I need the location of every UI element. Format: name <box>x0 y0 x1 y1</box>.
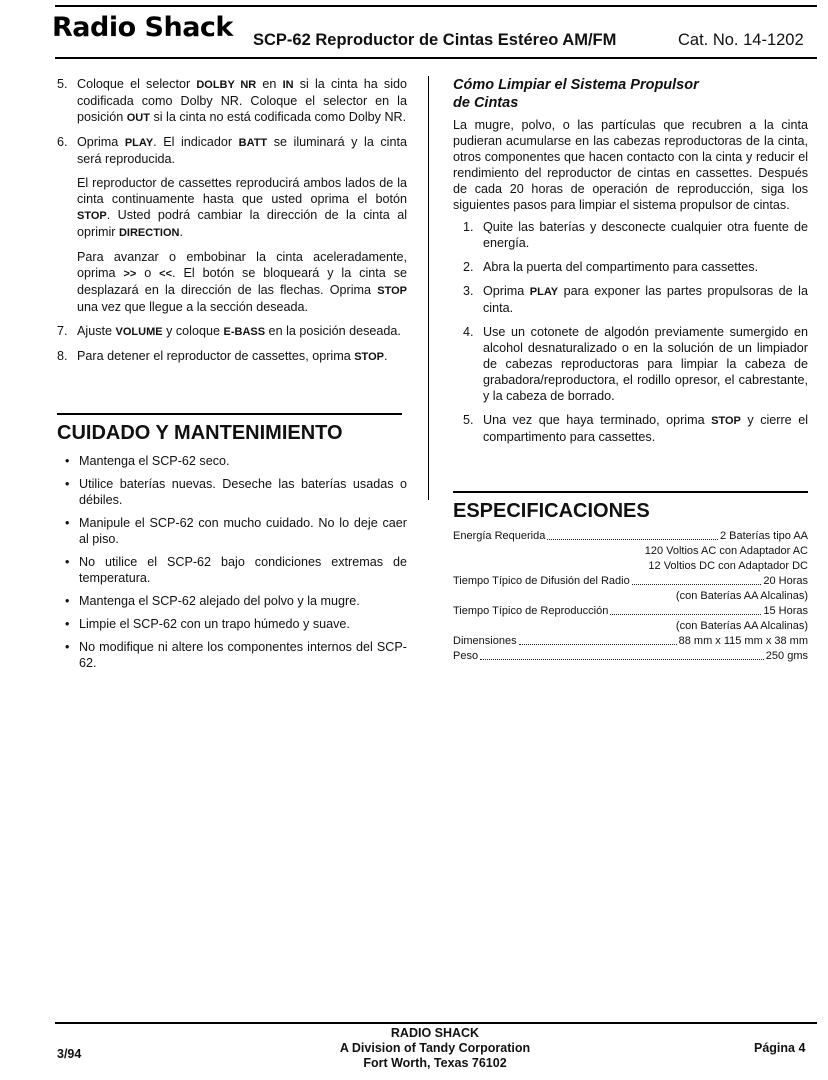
step-number: 5. <box>57 77 68 91</box>
care-item <box>57 453 407 469</box>
text-run: en la posición deseada. <box>265 324 401 338</box>
operation-steps-continued <box>57 323 407 365</box>
footer-company-block <box>300 1026 570 1071</box>
text-run: . <box>179 225 183 239</box>
step-number: 1. <box>463 220 474 234</box>
step-number: 8. <box>57 349 68 363</box>
step-item <box>57 76 407 126</box>
care-item <box>57 593 407 609</box>
text-run: . Usted podrá cambiar la dirección de la cinta al oprimir <box>77 208 407 239</box>
text-run: Oprima <box>483 284 530 298</box>
spec-value: 15 Horas <box>763 605 808 617</box>
text-run: se iluminará y la cinta será reproducida. <box>77 135 407 166</box>
spec-row <box>453 634 808 649</box>
bullet-icon: • <box>65 555 70 569</box>
header-rule <box>55 57 817 59</box>
control-name: E-BASS <box>223 326 266 338</box>
step-number: 5. <box>463 413 474 427</box>
control-name: >> <box>123 268 137 280</box>
catalog-number: Cat. No. 14-1202 <box>678 31 804 49</box>
operation-steps <box>57 76 407 167</box>
spec-value-extra: 120 Voltios AC con Adaptador AC <box>644 545 808 557</box>
step-item <box>463 219 808 251</box>
text-run: si la cinta no está codificada como Dolby NR. <box>149 110 407 124</box>
leader-dots <box>547 539 718 540</box>
cleaning-intro: La mugre, polvo, o las partículas que recubren a la cinta pudieran acumularse en las cabezas reproductoras de la cinta, otros componentes que hacen contacto con la cinta y reducir el rendimiento del reproductor de cintas en cassettes. Después de cada 20 horas de operación de reproducción, siga los siguientes pasos para limpiar el sistema propulsor de cintas. <box>453 118 808 212</box>
care-section-title: CUIDADO Y MANTENIMIENTO <box>57 413 402 445</box>
spec-row <box>453 604 808 619</box>
step-paragraph <box>77 249 407 315</box>
top-rule <box>55 5 817 7</box>
care-item <box>57 515 407 547</box>
text-run: si la cinta ha sido codificada como Dolby NR. Coloque el selector en la posición <box>77 77 408 124</box>
control-name: DIRECTION <box>118 227 180 239</box>
footer-date: 3/94 <box>57 1047 82 1061</box>
text-run: Una vez que haya terminado, oprima <box>483 413 712 427</box>
control-name: PLAY <box>124 137 154 149</box>
spec-row <box>453 529 808 544</box>
cleaning-section-title <box>453 76 808 112</box>
spec-value-extra: (con Baterías AA Alcalinas) <box>675 620 808 632</box>
leader-dots <box>519 644 677 645</box>
specifications-title: ESPECIFICACIONES <box>453 491 808 523</box>
control-name: BATT <box>238 137 268 149</box>
care-item-text: No utilice el SCP-62 bajo condiciones extremas de temperatura. <box>79 555 407 585</box>
step-item <box>463 283 808 316</box>
page-number: Página 4 <box>754 1041 806 1055</box>
spec-label: Tiempo Típico de Difusión del Radio <box>453 575 630 587</box>
text-run: Para avanzar o embobinar la cinta aceleradamente, oprima <box>77 250 407 280</box>
bullet-icon: • <box>65 516 70 530</box>
spec-value: 88 mm x 115 mm x 38 mm <box>678 635 808 647</box>
control-name: OUT <box>126 112 150 124</box>
care-item <box>57 616 407 632</box>
spec-label: Dimensiones <box>453 635 517 647</box>
step-item <box>463 412 808 445</box>
text-run: Ajuste <box>77 324 116 338</box>
step-paragraph <box>77 175 407 241</box>
text-run: El reproductor de cassettes reproducirá ambos lados de la cinta continuamente hasta que usted oprima el botón <box>77 176 407 206</box>
care-list <box>57 453 407 671</box>
text-run: y cierre el compartimento para cassettes. <box>483 413 809 444</box>
text-run: Quite las baterías y desconecte cualquier otra fuente de energía. <box>483 220 808 250</box>
step-item <box>57 348 407 365</box>
step-number: 6. <box>57 135 68 149</box>
radio-shack-logo: Radio Shack <box>52 12 233 43</box>
cleaning-title-line-2: de Cintas <box>453 95 519 111</box>
bullet-icon: • <box>65 477 70 491</box>
care-item-text: Manipule el SCP-62 con mucho cuidado. No lo deje caer al piso. <box>79 516 407 546</box>
care-item-text: Mantenga el SCP-62 alejado del polvo y la mugre. <box>79 594 360 608</box>
text-run: . El indicador <box>153 135 239 149</box>
text-run: una vez que llegue a la sección deseada. <box>77 300 309 314</box>
step-6-details <box>57 175 407 315</box>
step-number: 3. <box>463 284 474 298</box>
cleaning-title-line-1: Cómo Limpiar el Sistema Propulsor <box>453 77 699 93</box>
spec-label: Tiempo Típico de Reproducción <box>453 605 609 617</box>
control-name: STOP <box>77 210 107 222</box>
control-name: STOP <box>711 415 741 427</box>
control-name: STOP <box>354 351 384 363</box>
step-item <box>463 324 808 404</box>
leader-dots <box>480 659 764 660</box>
control-name: PLAY <box>529 286 559 298</box>
bullet-icon: • <box>65 640 70 654</box>
text-run: Coloque el selector <box>77 77 197 91</box>
bullet-icon: • <box>65 617 70 631</box>
step-number: 2. <box>463 260 474 274</box>
bullet-icon: • <box>65 454 70 468</box>
footer-division: A Division of Tandy Corporation <box>339 1041 531 1055</box>
text-run: Oprima <box>77 135 125 149</box>
step-item <box>57 323 407 340</box>
document-title: SCP-62 Reproductor de Cintas Estéreo AM/FM <box>253 31 617 49</box>
care-item-text: No modifique ni altere los componentes internos del SCP-62. <box>79 640 407 670</box>
text-run: Use un cotonete de algodón previamente sumergido en alcohol desnaturalizado o en la solución de un limpiador de cabezas reproductoras para limpiar la cabeza de grabadora/reproductora, el rodillo opresor, el cabrestante, y la cabeza de borrado. <box>483 325 808 403</box>
spec-value-extra: (con Baterías AA Alcalinas) <box>675 590 808 602</box>
spec-row <box>453 649 808 664</box>
control-name: IN <box>282 79 294 91</box>
step-item <box>463 259 808 275</box>
control-name: STOP <box>377 285 407 297</box>
spec-label: Energía Requerida <box>453 530 546 542</box>
care-item-text: Mantenga el SCP-62 seco. <box>79 454 230 468</box>
text-run: . El botón se bloqueará y la cinta se desplazará en la dirección de las flechas. Oprima <box>77 266 408 297</box>
text-run: en <box>256 77 283 91</box>
control-name: << <box>159 268 173 280</box>
text-run: para exponer las partes propulsoras de la cinta. <box>483 284 808 315</box>
control-name: DOLBY NR <box>196 79 257 91</box>
step-item <box>57 134 407 167</box>
text-run: Abra la puerta del compartimento para cassettes. <box>483 260 759 274</box>
spec-value: 2 Baterías tipo AA <box>719 530 808 542</box>
care-item <box>57 476 407 508</box>
spec-value: 250 gms <box>765 650 808 662</box>
spec-label: Peso <box>453 650 479 662</box>
spec-value: 20 Horas <box>763 575 808 587</box>
column-divider <box>428 76 429 500</box>
step-number: 7. <box>57 324 68 338</box>
footer-city: Fort Worth, Texas 76102 <box>363 1056 507 1070</box>
cleaning-steps <box>453 219 808 445</box>
spec-value-extra: 12 Voltios DC con Adaptador DC <box>648 560 808 572</box>
bullet-icon: • <box>65 594 70 608</box>
care-item-text: Limpie el SCP-62 con un trapo húmedo y suave. <box>79 617 350 631</box>
step-number: 4. <box>463 325 474 339</box>
text-run: . <box>383 349 388 363</box>
left-column <box>57 76 407 678</box>
text-run: Para detener el reproductor de cassettes, oprima <box>77 349 355 363</box>
spec-row <box>453 574 808 589</box>
control-name: VOLUME <box>115 326 163 338</box>
specifications-table <box>453 529 808 664</box>
footer-company: RADIO SHACK <box>390 1026 480 1040</box>
care-item <box>57 554 407 586</box>
text-run: y coloque <box>162 324 224 338</box>
text-run: o <box>136 266 160 280</box>
care-item-text: Utilice baterías nuevas. Deseche las baterías usadas o débiles. <box>79 477 407 507</box>
right-column <box>453 76 808 664</box>
leader-dots <box>610 614 761 615</box>
leader-dots <box>632 584 762 585</box>
footer-rule <box>55 1022 817 1024</box>
care-item <box>57 639 407 671</box>
